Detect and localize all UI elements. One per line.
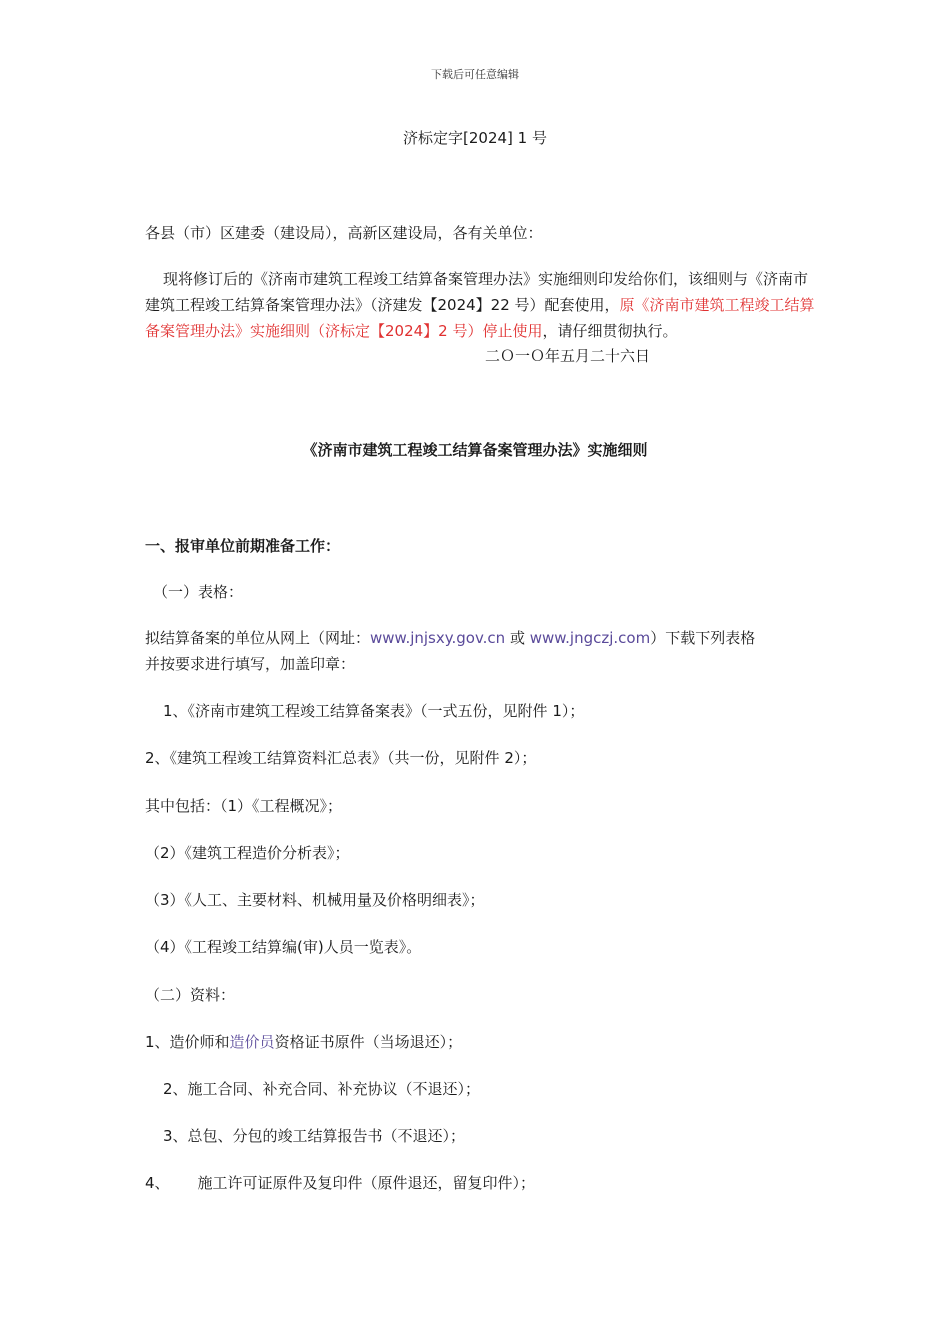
cost-engineer-link[interactable]: 造价员: [229, 1033, 275, 1051]
download-instruction-cont: 并按要求进行填写，加盖印章：: [145, 655, 356, 673]
material-item-4-num: 4、: [145, 1174, 170, 1192]
header-note: 下载后可任意编辑: [431, 68, 519, 81]
include-item-4: （4）《工程竣工结算编(审)人员一览表》。: [145, 938, 422, 956]
material-item-1-b: 资格证书原件（当场退还）；: [274, 1033, 463, 1051]
download-instruction: [145, 627, 755, 648]
notice-text-3: ，请仔细贯彻执行。: [542, 322, 678, 340]
notice-text-red: 原《济南市建筑工程竣工结算备案管理办法》实施细则（济标定【2024】2 号）停止使用: [145, 296, 815, 340]
download-text-a: 拟结算备案的单位从网上（网址：: [145, 629, 371, 647]
url-link-jnjsxy[interactable]: www.jnjsxy.gov.cn: [370, 629, 506, 647]
download-text-b: 或: [505, 629, 530, 647]
material-item-1: [145, 1031, 462, 1052]
addressee: 各县（市）区建委（建设局），高新区建设局，各有关单位：: [145, 224, 543, 242]
form-item-1: 1、《济南市建筑工程竣工结算备案表》（一式五份，见附件 1）；: [163, 702, 585, 720]
section1-heading: 一、报审单位前期准备工作：: [145, 537, 341, 555]
subsection-materials: （二）资料：: [145, 986, 236, 1004]
notice-paragraph: [145, 266, 815, 344]
material-item-4-text: 施工许可证原件及复印件（原件退还，留复印件）；: [197, 1174, 536, 1192]
include-item-2: （2）《建筑工程造价分析表》；: [145, 844, 350, 862]
document-number: 济标定字[2024] 1 号: [403, 129, 547, 147]
includes-line: 其中包括：（1）《工程概况》；: [145, 797, 343, 815]
material-item-2: 2、施工合同、补充合同、补充协议（不退还）；: [163, 1080, 481, 1098]
url-link-jngczj[interactable]: www.jngczj.com: [529, 629, 651, 647]
material-item-3: 3、总包、分包的竣工结算报告书（不退还）；: [163, 1127, 466, 1145]
material-item-4: [145, 1172, 535, 1193]
subsection-forms: （一）表格：: [153, 583, 244, 601]
section-title: 《济南市建筑工程竣工结算备案管理办法》实施细则: [302, 441, 648, 459]
material-item-1-a: 1、造价师和: [145, 1033, 230, 1051]
notice-date: 二Ｏ一Ｏ年五月二十六日: [485, 347, 651, 365]
form-item-2: 2、《建筑工程竣工结算资料汇总表》（共一份，见附件 2）；: [145, 749, 537, 767]
include-item-3: （3）《人工、主要材料、机械用量及价格明细表》；: [145, 891, 485, 909]
notice-text-1: 现将修订后的《济南市建筑工程竣工结算备案管理办法》实施细则印发给你们，该细则与《济南市建筑工程竣工结算备案管理办法》（济建发【2024】22 号）配套使用，: [145, 270, 809, 314]
download-text-c: ）下载下列表格: [650, 629, 756, 647]
